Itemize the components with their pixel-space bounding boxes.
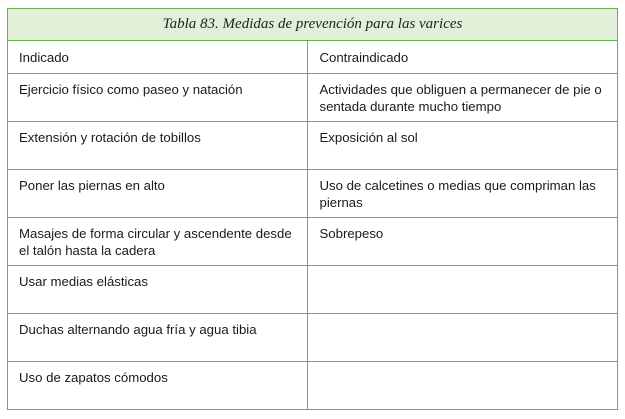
- cell-contraindicado: [308, 314, 618, 362]
- cell-text: Extensión y rotación de tobillos: [19, 130, 201, 145]
- table-row: [8, 170, 618, 218]
- cell-indicado: [8, 266, 308, 314]
- cell-contraindicado: [308, 266, 618, 314]
- cell-text: Sobrepeso: [319, 226, 384, 241]
- cell-text: Duchas alternando agua fría y agua tibia: [19, 322, 257, 337]
- cell-text: Usar medias elásticas: [19, 274, 148, 289]
- header-row: [8, 41, 618, 74]
- column-header-label: Indicado: [19, 49, 69, 65]
- cell-text: Actividades que obliguen a permanecer de pie o sentada durante mucho tiempo: [319, 82, 602, 114]
- cell-indicado: [8, 74, 308, 122]
- cell-text: Exposición al sol: [319, 130, 418, 145]
- column-header-label: Contraindicado: [319, 49, 409, 65]
- cell-text: Ejercicio físico como paseo y natación: [19, 82, 243, 97]
- cell-indicado: [8, 170, 308, 218]
- caption-row: [8, 9, 618, 41]
- cell-text: Uso de calcetines o medias que compriman las piernas: [319, 178, 596, 210]
- column-header-indicado: [8, 41, 308, 74]
- cell-indicado: [8, 218, 308, 266]
- cell-contraindicado: [308, 362, 618, 410]
- table-row: [8, 218, 618, 266]
- cell-contraindicado: [308, 122, 618, 170]
- cell-contraindicado: [308, 218, 618, 266]
- table-row: [8, 362, 618, 410]
- cell-indicado: [8, 314, 308, 362]
- cell-text: [308, 314, 617, 321]
- cell-indicado: [8, 362, 308, 410]
- cell-contraindicado: [308, 170, 618, 218]
- table-caption: Tabla 83. Medidas de prevención para las varices: [8, 9, 618, 41]
- cell-text: Masajes de forma circular y ascendente desde el talón hasta la cadera: [19, 226, 292, 258]
- cell-indicado: [8, 122, 308, 170]
- cell-contraindicado: [308, 74, 618, 122]
- cell-text: [308, 362, 617, 369]
- cell-text: [308, 266, 617, 273]
- table-row: [8, 266, 618, 314]
- prevention-table: [7, 8, 618, 410]
- table-row: [8, 122, 618, 170]
- cell-text: Poner las piernas en alto: [19, 178, 165, 193]
- table-row: [8, 314, 618, 362]
- column-header-contraindicado: [308, 41, 618, 74]
- cell-text: Uso de zapatos cómodos: [19, 370, 168, 385]
- table-row: [8, 74, 618, 122]
